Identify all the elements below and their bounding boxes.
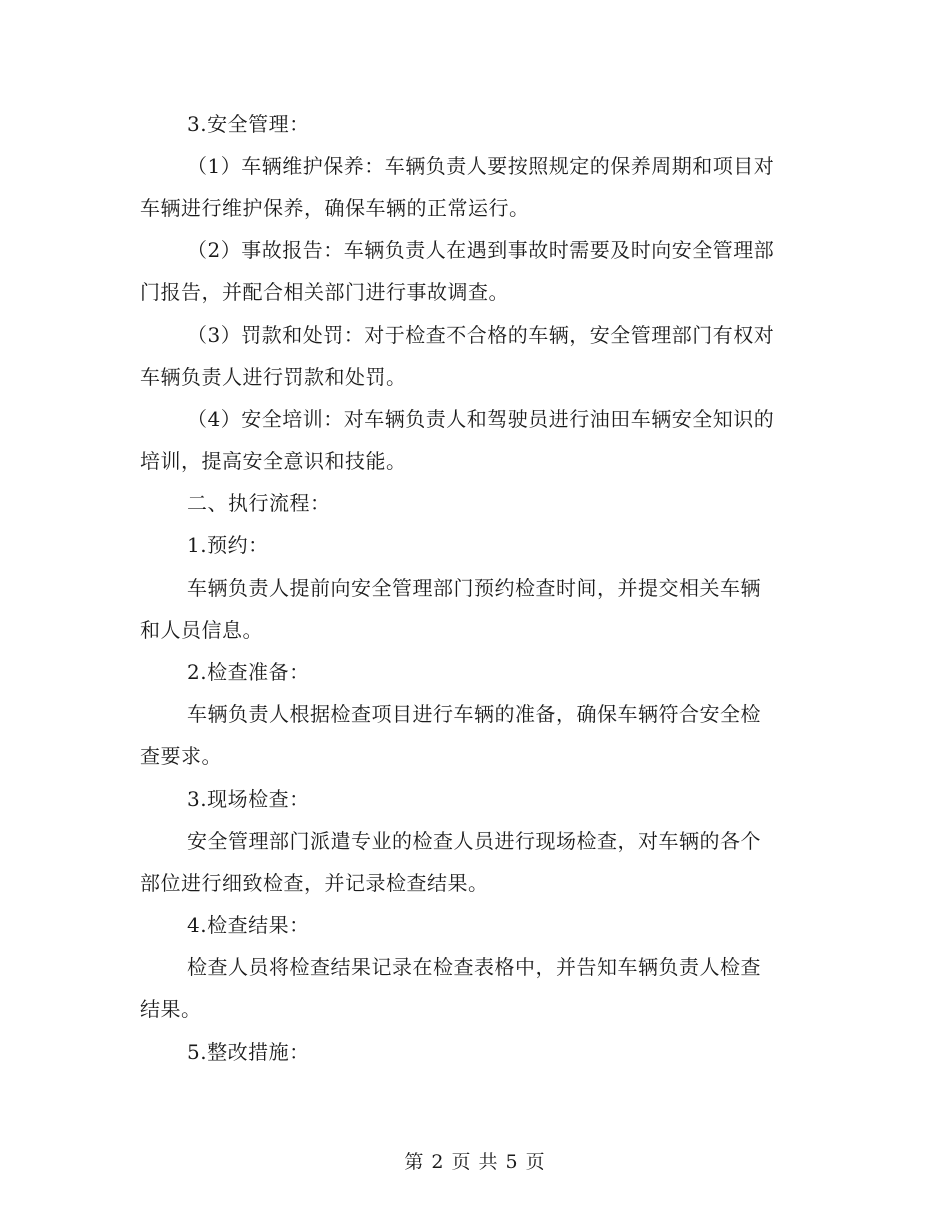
paragraph-line: （4）安全培训：对车辆负责人和驾驶员进行油田车辆安全知识的 xyxy=(187,407,775,431)
paragraph-line: 安全管理部门派遣专业的检查人员进行现场检查，对车辆的各个 xyxy=(187,829,761,853)
subsection-heading: 2.检查准备： xyxy=(187,660,310,684)
paragraph-line: 培训，提高安全意识和技能。 xyxy=(140,449,407,473)
paragraph-line: （1）车辆维护保养：车辆负责人要按照规定的保养周期和项目对 xyxy=(187,154,775,178)
paragraph-line: 门报告，并配合相关部门进行事故调查。 xyxy=(140,280,509,304)
paragraph-line: 车辆负责人提前向安全管理部门预约检查时间，并提交相关车辆 xyxy=(187,576,761,600)
subsection-heading: 4.检查结果： xyxy=(187,913,310,937)
section-heading: 二、执行流程： xyxy=(187,491,331,515)
page-number-footer: 第 2 页 共 5 页 xyxy=(404,1151,546,1173)
subsection-heading: 3.现场检查： xyxy=(187,787,310,811)
paragraph-line: 车辆负责人进行罚款和处罚。 xyxy=(140,365,407,389)
paragraph-line: （3）罚款和处罚：对于检查不合格的车辆，安全管理部门有权对 xyxy=(187,323,775,347)
paragraph-line: （2）事故报告：车辆负责人在遇到事故时需要及时向安全管理部 xyxy=(187,238,775,262)
paragraph-line: 和人员信息。 xyxy=(140,618,263,642)
paragraph-line: 车辆进行维护保养，确保车辆的正常运行。 xyxy=(140,196,530,220)
paragraph-line: 检查人员将检查结果记录在检查表格中，并告知车辆负责人检查 xyxy=(187,955,761,979)
paragraph-line: 结果。 xyxy=(140,997,202,1021)
subsection-heading: 1.预约： xyxy=(187,533,269,557)
subsection-heading: 5.整改措施： xyxy=(187,1040,310,1064)
paragraph-line: 车辆负责人根据检查项目进行车辆的准备，确保车辆符合安全检 xyxy=(187,702,761,726)
paragraph-line: 查要求。 xyxy=(140,744,222,768)
section-heading: 3.安全管理： xyxy=(187,112,310,136)
paragraph-line: 部位进行细致检查，并记录检查结果。 xyxy=(140,871,489,895)
